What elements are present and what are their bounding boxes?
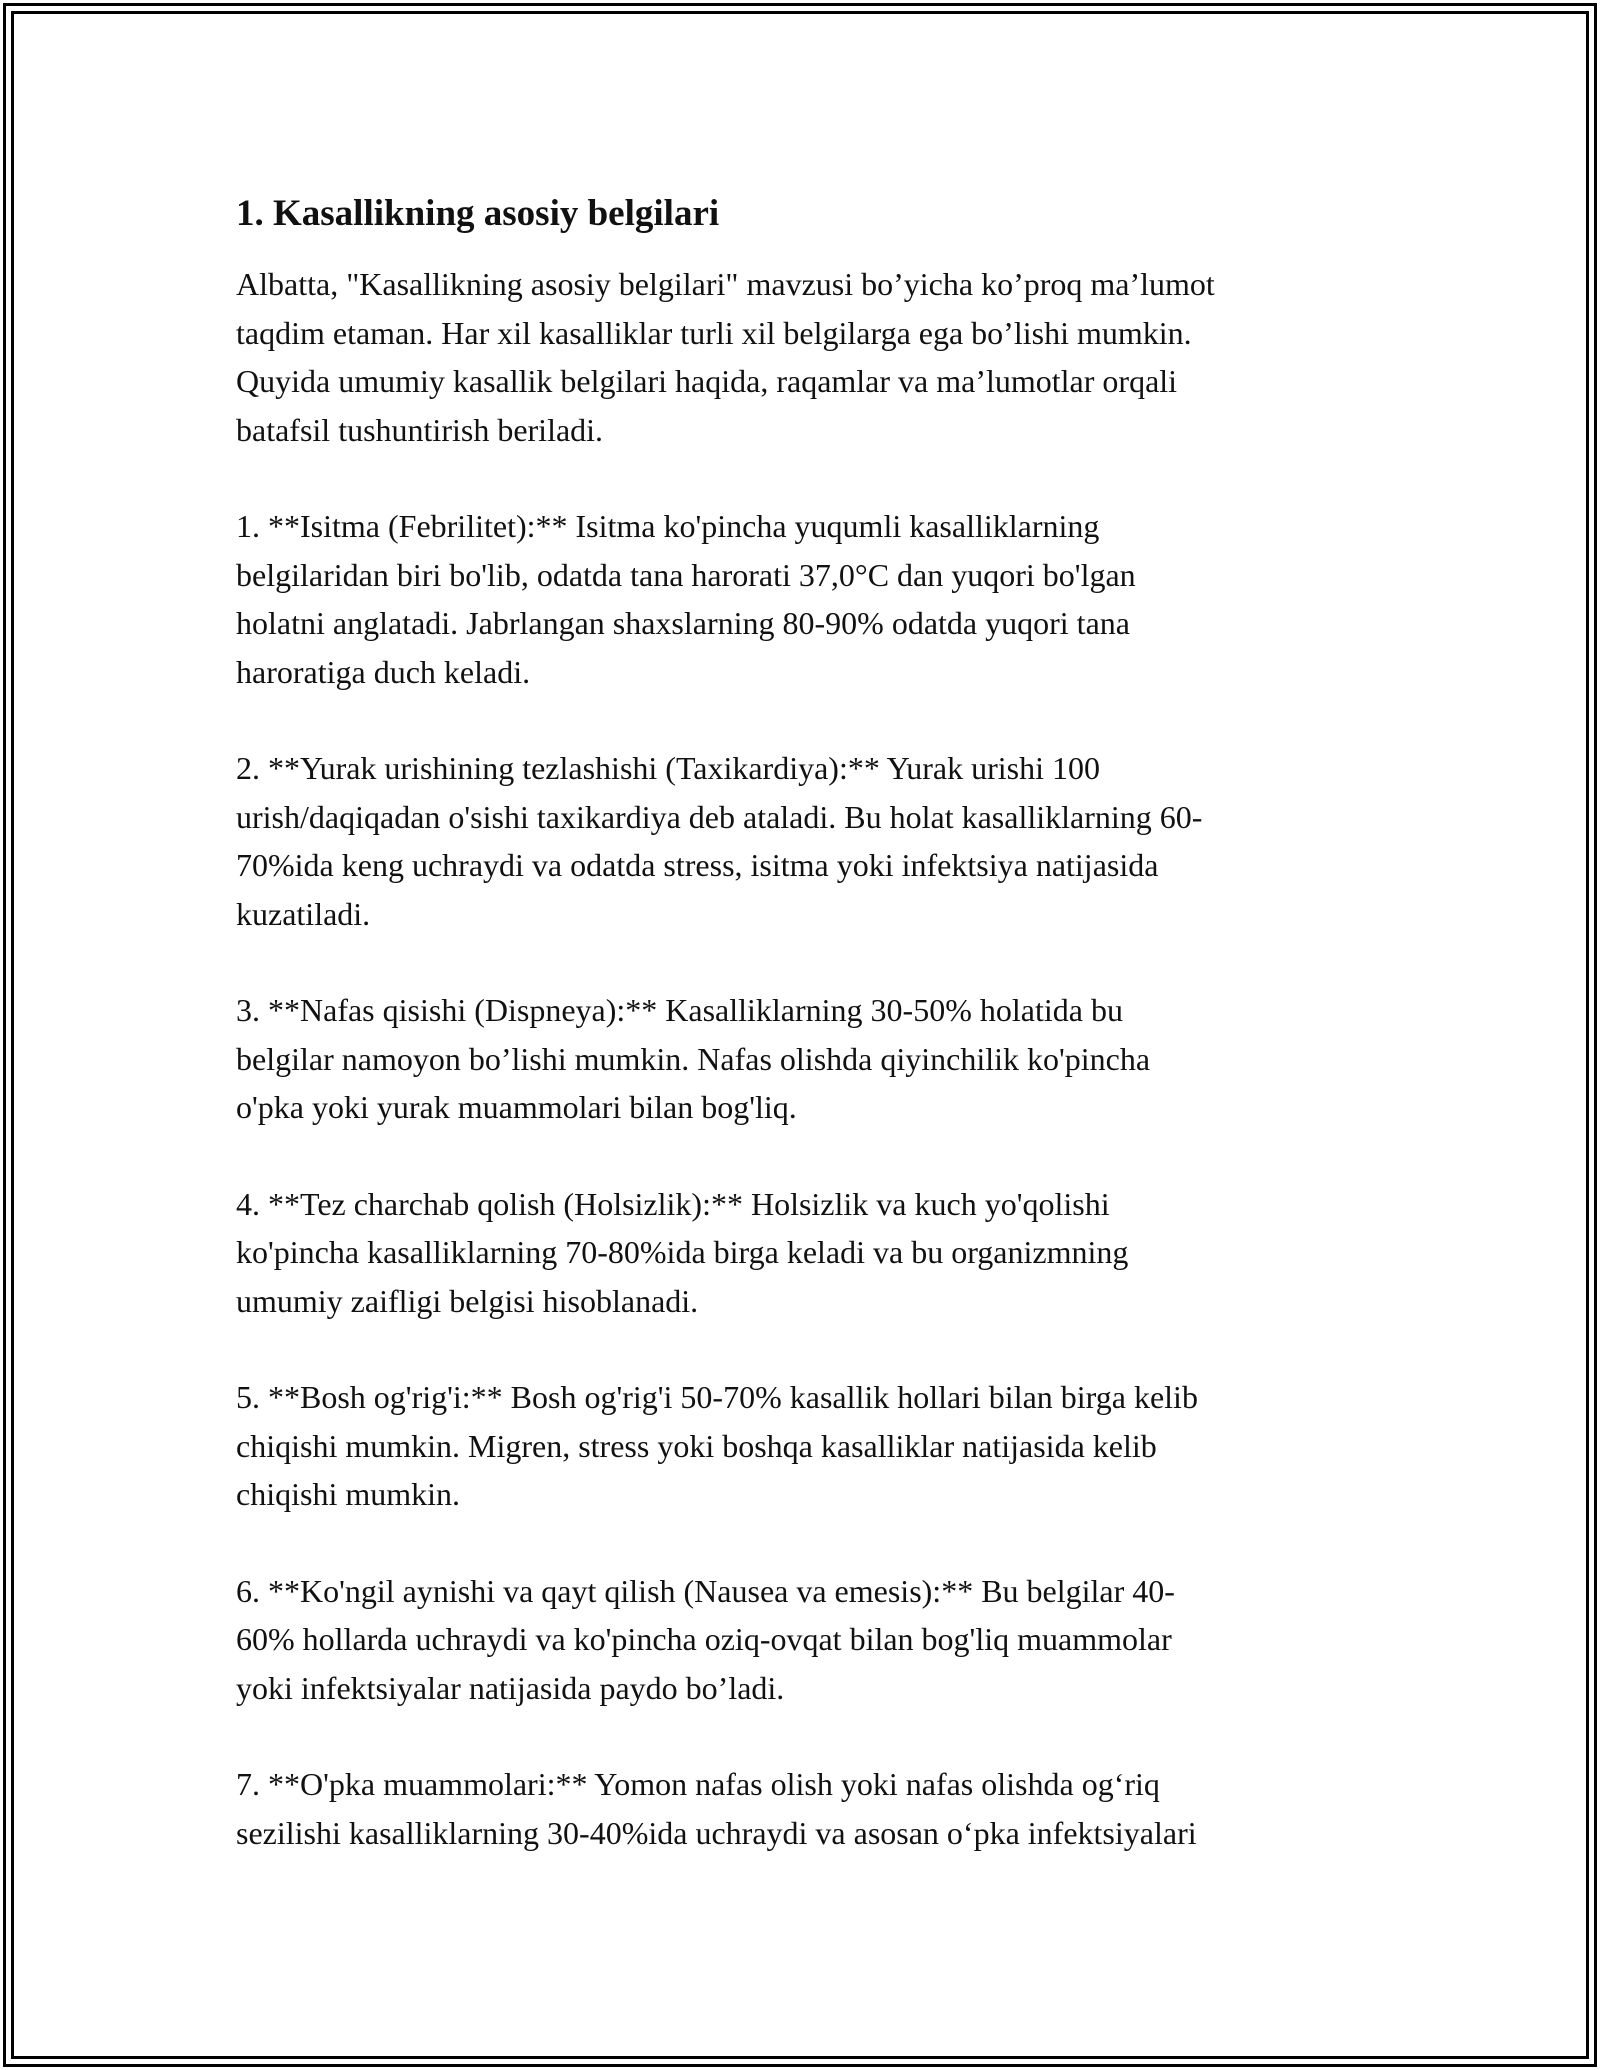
section-heading: 1. Kasallikning asosiy belgilari [236,193,720,234]
text-line: 4. **Tez charchab qolish (Holsizlik):** Holsizlik va kuch yo'qolishi [236,1185,1110,1222]
text-line: belgilaridan biri bo'lib, odatda tana harorati 37,0°C dan yuqori bo'lgan [236,556,1136,593]
text-line: 7. **O'pka muammolari:** Yomon nafas olish yoki nafas olishda og‘riq [236,1766,1160,1802]
text-line: haroratiga duch keladi. [236,653,531,690]
text-line: taqdim etaman. Har xil kasalliklar turli xil belgilarga ega bo’lishi mumkin. [236,314,1192,351]
text-line: ko'pincha kasalliklarning 70-80%ida birga keladi va bu organizmning [236,1234,1129,1270]
text-line: 3. **Nafas qisishi (Dispneya):** Kasalliklarning 30-50% holatida bu [236,992,1123,1028]
document-body [236,186,1376,1905]
text-line: holatni anglatadi. Jabrlangan shaxslarning 80-90% odatda yuqori tana [236,605,1130,641]
symptom-paragraph-tachycardia [236,744,1376,938]
text-line: 1. **Isitma (Febrilitet):** Isitma ko'pincha yuqumli kasalliklarning [236,508,1100,544]
text-line: 60% hollarda uchraydi va ko'pincha oziq-ovqat bilan bog'liq muammolar [236,1621,1172,1657]
symptom-paragraph-headache [236,1373,1376,1519]
symptom-paragraph-nausea [236,1567,1376,1713]
text-line: 5. **Bosh og'rig'i:** Bosh og'rig'i 50-70% kasallik hollari bilan birga kelib [236,1379,1198,1415]
symptom-paragraph-lung [236,1760,1376,1857]
text-line: o'pka yoki yurak muammolari bilan bog'liq. [236,1089,797,1125]
text-line: chiqishi mumkin. [236,1476,460,1512]
text-line: Quyida umumiy kasallik belgilari haqida, raqamlar va ma’lumotlar orqali [236,363,1178,399]
text-line: belgilar namoyon bo’lishi mumkin. Nafas olishda qiyinchilik ko'pincha [236,1040,1151,1077]
symptom-paragraph-fatigue [236,1180,1376,1326]
intro-paragraph [236,260,1376,454]
symptom-paragraph-fever [236,502,1376,696]
text-line: 6. **Ko'ngil aynishi va qayt qilish (Nausea va emesis):** Bu belgilar 40- [236,1572,1175,1609]
text-line: 2. **Yurak urishining tezlashishi (Taxikardiya):** Yurak urishi 100 [236,750,1100,786]
text-line: Albatta, "Kasallikning asosiy belgilari" mavzusi bo’yicha ko’proq ma’lumot [236,266,1215,302]
text-line: urish/daqiqadan o'sishi taxikardiya deb ataladi. Bu holat kasalliklarning 60- [236,798,1203,835]
text-line: batafsil tushuntirish beriladi. [236,411,604,448]
text-line: yoki infektsiyalar natijasida paydo bo’ladi. [236,1669,785,1706]
symptom-paragraph-dyspnea [236,986,1376,1132]
text-line: chiqishi mumkin. Migren, stress yoki boshqa kasalliklar natijasida kelib [236,1427,1157,1464]
text-line: umumiy zaifligi belgisi hisoblanadi. [236,1282,699,1319]
text-line: kuzatiladi. [236,895,371,932]
text-line: 70%ida keng uchraydi va odatda stress, isitma yoki infektsiya natijasida [236,847,1159,883]
text-line: sezilishi kasalliklarning 30-40%ida uchraydi va asosan o‘pka infektsiyalari [236,1814,1197,1851]
